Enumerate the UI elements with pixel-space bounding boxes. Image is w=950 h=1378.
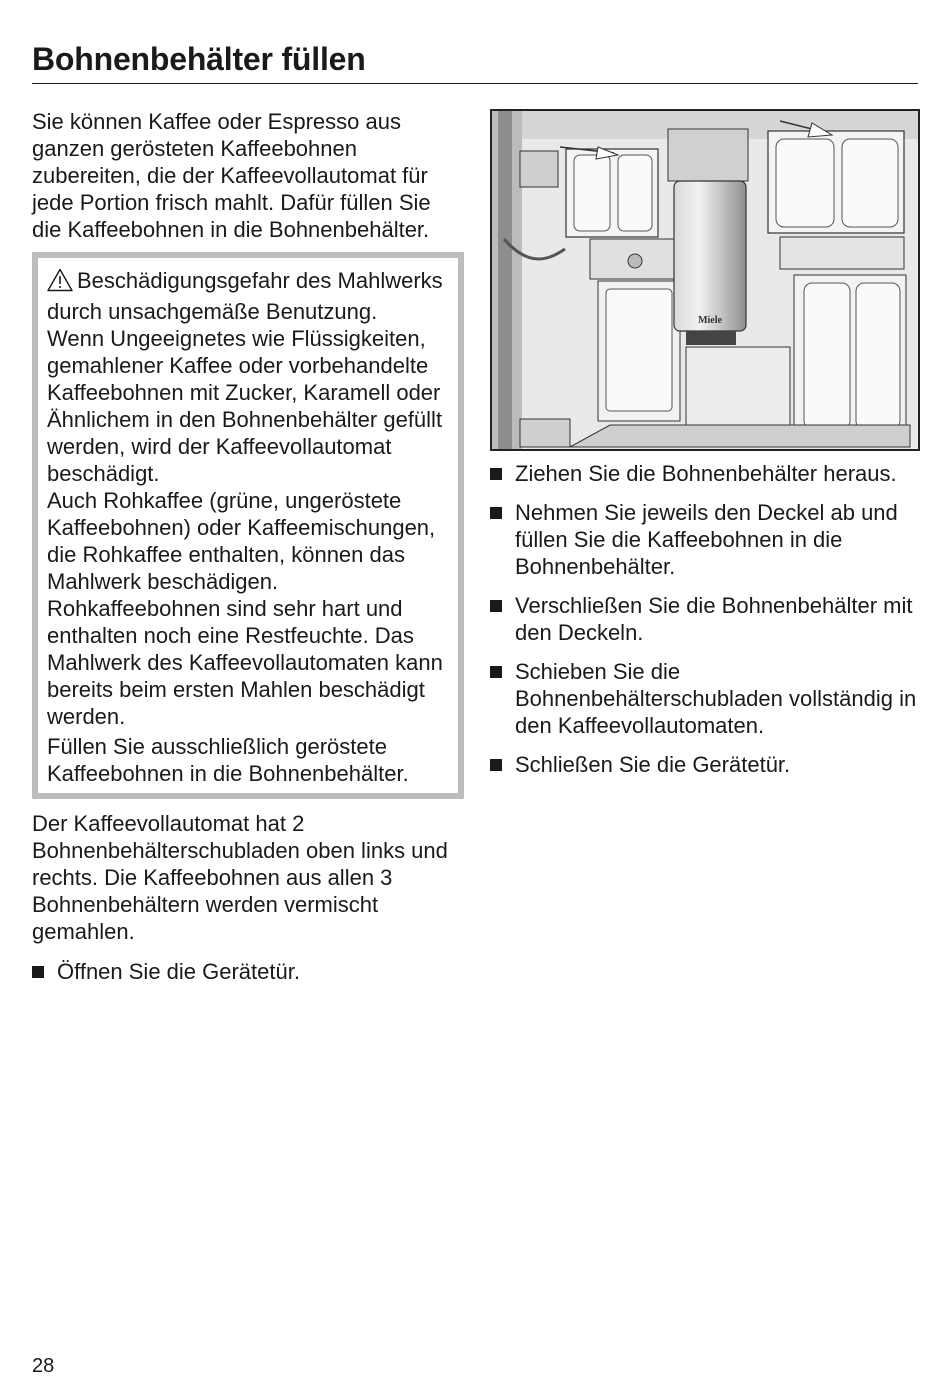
warning-triangle-icon — [47, 268, 73, 298]
step-item: Verschließen Sie die Bohnenbehälter mit den Deckeln. — [490, 592, 920, 646]
title-divider — [32, 83, 918, 84]
bullet-square-icon — [490, 507, 502, 519]
brand-label: Miele — [698, 315, 722, 326]
intro-paragraph: Sie können Kaffee oder Espresso aus ganzen gerösteten Kaffeebohnen zubereiten, die der Kaffeevollautomat für jede Portion frisch mahlt. Dafür füllen Sie die Kaffeebohnen in die Bohnenbehälter. — [32, 109, 431, 242]
step-item: Nehmen Sie jeweils den Deckel ab und füllen Sie die Kaffeebohnen in die Bohnenbehälter. — [490, 499, 920, 580]
warning-heading: Beschädigungsgefahr des Mahlwerks durch unsachgemäße Benutzung. — [47, 268, 443, 324]
bullet-square-icon — [490, 666, 502, 678]
step-item: Schieben Sie die Bohnenbehälterschubladen vollständig in den Kaffeevollautomaten. — [490, 658, 920, 739]
warning-paragraph-3: Füllen Sie ausschließlich geröstete Kaffeebohnen in die Bohnenbehälter. — [47, 734, 409, 786]
warning-box — [32, 252, 464, 799]
warning-paragraph-1: Wenn Ungeeignetes wie Flüssigkeiten, gemahlener Kaffee oder vorbehandelte Kaffeebohnen mit Zucker, Karamell oder Ähnlichem in den Bohnenbehälter gefüllt werden, wird der Kaffeevollautomat beschädigt. — [47, 326, 443, 486]
step-item: Schließen Sie die Gerätetür. — [490, 751, 920, 778]
step-item: Öffnen Sie die Gerätetür. — [32, 958, 464, 985]
page-number: 28 — [32, 1355, 55, 1377]
left-step-list — [32, 958, 464, 985]
left-column — [32, 108, 464, 997]
bullet-square-icon — [490, 600, 502, 612]
warning-heading-row — [47, 267, 448, 325]
warning-paragraph-2: Auch Rohkaffee (grüne, ungeröstete Kaffeebohnen) oder Kaffeemischungen, die Rohkaffee enthalten, können das Mahlwerk beschädigen. Rohkaffeebohnen sind sehr hart und enthalten noch eine Restfeuchte. Das Mahlwerk des Kaffeevollautomaten kann bereits beim ersten Mahlen beschädigt werden. — [47, 488, 443, 729]
page-title: Bohnenbehälter füllen — [32, 41, 366, 77]
bullet-square-icon — [32, 966, 44, 978]
bullet-square-icon — [490, 759, 502, 771]
machine-illustration — [490, 109, 920, 451]
step-item: Ziehen Sie die Bohnenbehälter heraus. — [490, 460, 920, 487]
bullet-square-icon — [490, 468, 502, 480]
info-paragraph: Der Kaffeevollautomat hat 2 Bohnenbehälterschubladen oben links und rechts. Die Kaffeebohnen aus allen 3 Bohnenbehältern werden vermischt gemahlen. — [32, 811, 448, 944]
right-column — [490, 460, 920, 790]
right-step-list — [490, 460, 920, 778]
